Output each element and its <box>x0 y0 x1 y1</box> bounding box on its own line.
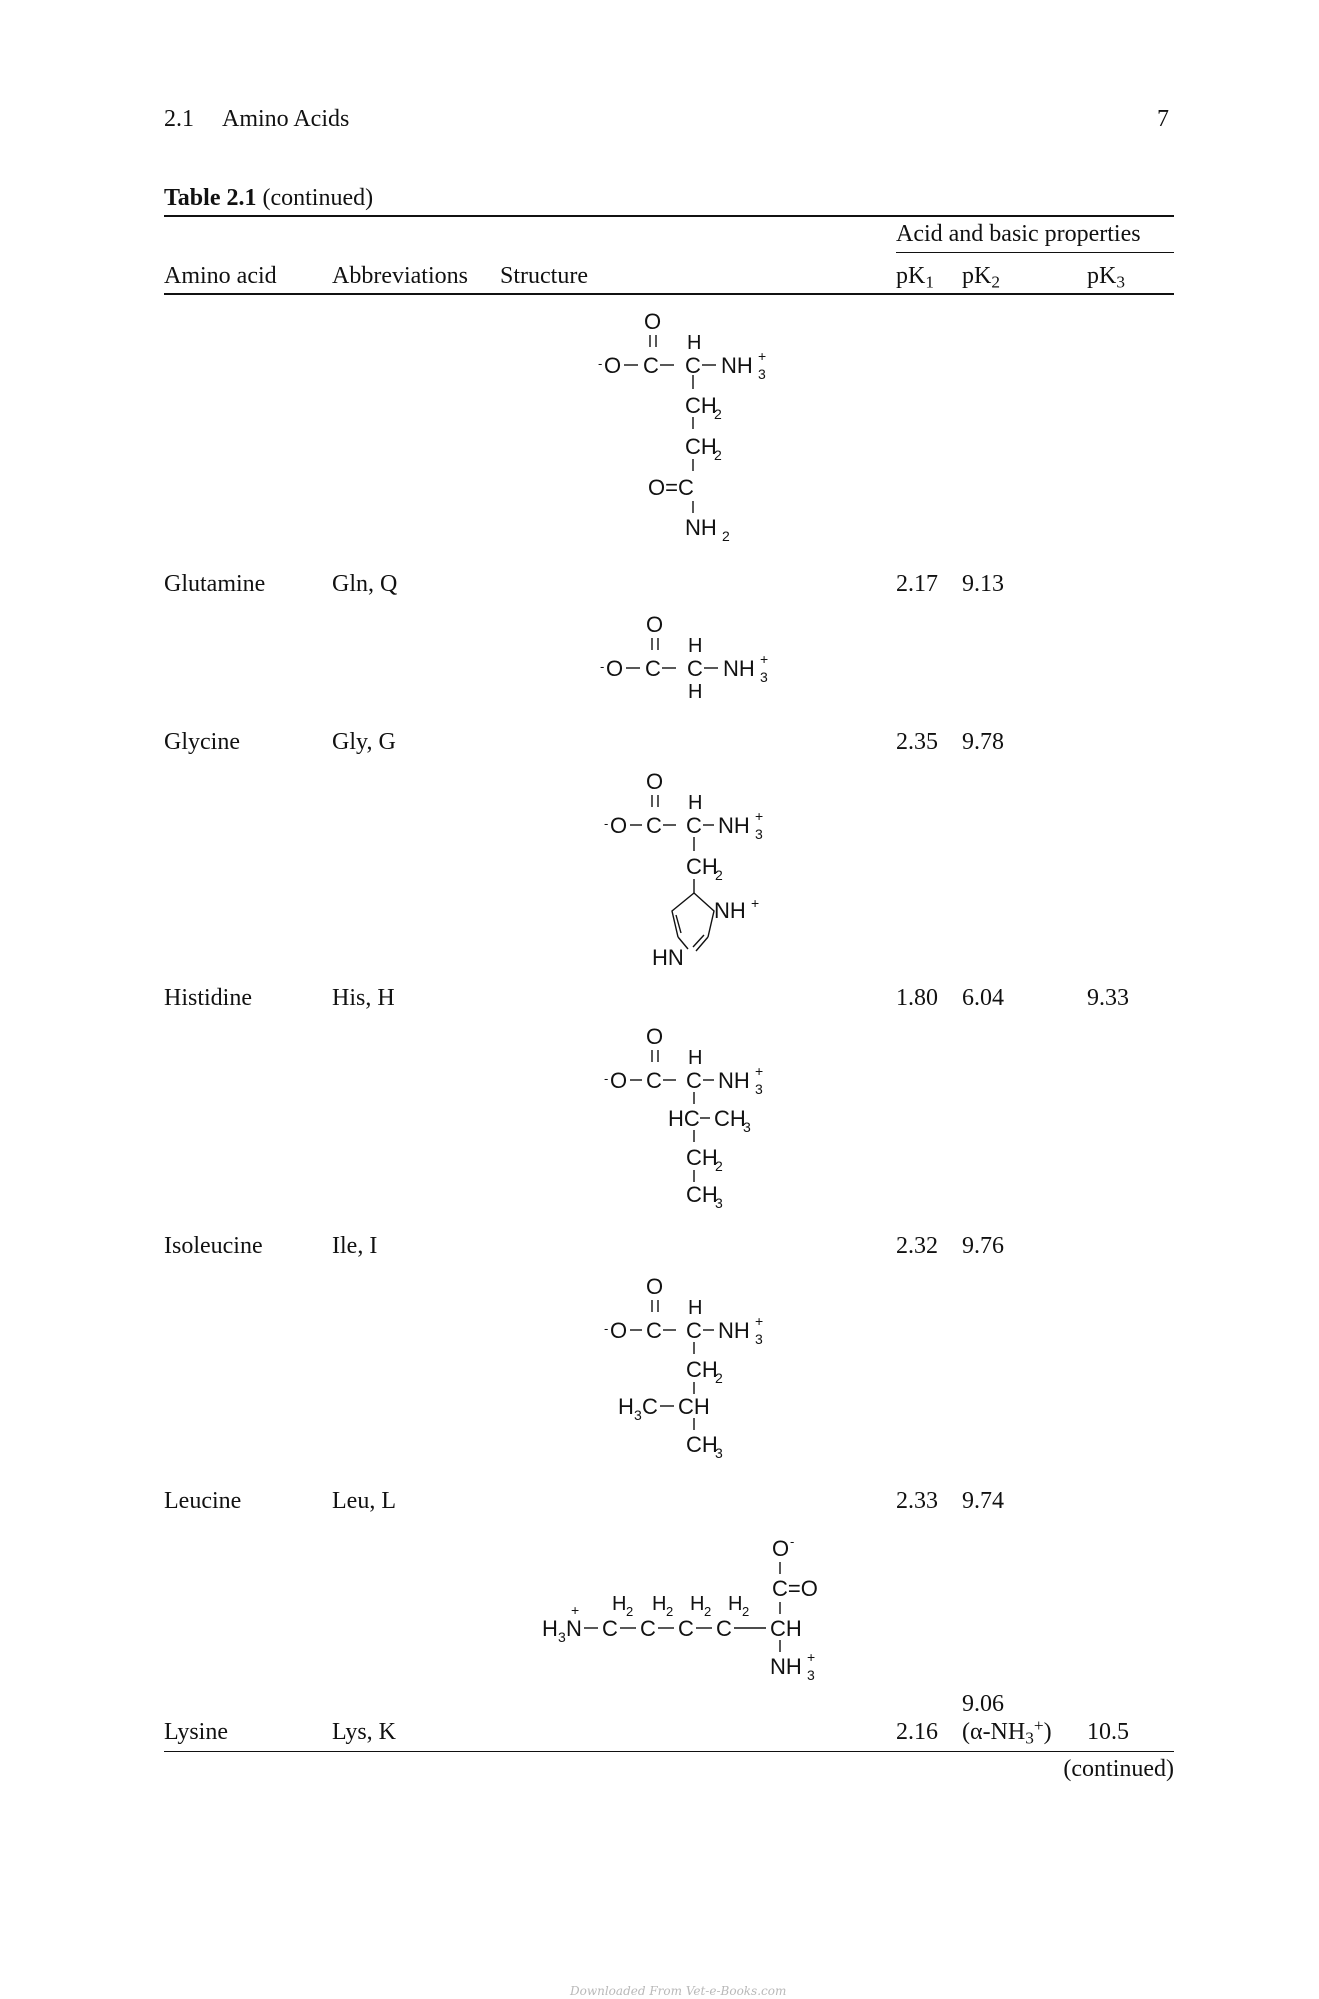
svg-text:CH: CH <box>686 1182 718 1207</box>
svg-text:H: H <box>618 1394 634 1419</box>
row-isoleucine-pk1: 2.32 <box>896 1233 938 1259</box>
svg-text:+: + <box>755 1313 764 1329</box>
svg-text:C: C <box>685 353 701 378</box>
col-amino-acid: Amino acid <box>164 263 277 289</box>
row-leucine-name: Leucine <box>164 1488 242 1514</box>
svg-text:3: 3 <box>743 1119 751 1135</box>
svg-text:C: C <box>686 1068 702 1093</box>
svg-text:+: + <box>760 651 769 667</box>
glutamine-structure <box>580 305 800 545</box>
svg-text:H: H <box>688 681 703 703</box>
svg-text:H: H <box>612 1593 627 1615</box>
svg-text:2: 2 <box>715 1158 723 1174</box>
svg-text:C=O: C=O <box>772 1576 818 1601</box>
svg-text:C: C <box>645 656 661 681</box>
row-leucine-pk1: 2.33 <box>896 1488 938 1514</box>
svg-text:2: 2 <box>742 1604 750 1619</box>
row-isoleucine-abbr: Ile, I <box>332 1233 378 1259</box>
svg-text:NH: NH <box>721 353 753 378</box>
row-histidine-abbr: His, H <box>332 985 395 1011</box>
svg-text:3: 3 <box>558 1629 566 1645</box>
row-glutamine-pk2: 9.13 <box>962 571 1004 597</box>
svg-text:N: N <box>566 1616 582 1641</box>
svg-text:O: O <box>646 612 664 637</box>
svg-text:C: C <box>716 1616 732 1641</box>
section-title: Amino Acids <box>222 106 350 132</box>
histidine-structure <box>580 765 820 995</box>
svg-text:NH: NH <box>718 1318 750 1343</box>
svg-text:NH: NH <box>718 813 750 838</box>
continued-note: (continued) <box>1063 1756 1174 1782</box>
svg-text:3: 3 <box>755 826 763 842</box>
row-glutamine-pk1: 2.17 <box>896 571 938 597</box>
svg-text:2: 2 <box>626 1604 634 1619</box>
bottom-rule <box>164 1751 1174 1752</box>
table-caption <box>164 184 373 212</box>
svg-text:2: 2 <box>714 447 722 463</box>
top-rule <box>164 215 1174 217</box>
svg-text:-: - <box>604 1071 609 1086</box>
svg-text:O: O <box>644 309 662 334</box>
row-leucine-pk2: 9.74 <box>962 1488 1004 1514</box>
svg-text:O: O <box>646 1024 664 1049</box>
svg-text:NH: NH <box>770 1654 802 1679</box>
svg-text:H: H <box>688 635 703 657</box>
svg-text:CH: CH <box>686 1145 718 1170</box>
svg-text:CH: CH <box>678 1394 710 1419</box>
page-number: 7 <box>1157 106 1169 132</box>
row-isoleucine-name: Isoleucine <box>164 1233 263 1259</box>
svg-text:2: 2 <box>715 867 723 883</box>
row-histidine-pk3: 9.33 <box>1087 985 1129 1011</box>
svg-text:NH: NH <box>723 656 755 681</box>
svg-text:+: + <box>755 808 764 824</box>
svg-text:O: O <box>772 1536 790 1561</box>
svg-text:CH: CH <box>686 1432 718 1457</box>
svg-text:O=C: O=C <box>648 475 694 500</box>
svg-text:CH: CH <box>685 393 717 418</box>
svg-text:H: H <box>728 1593 743 1615</box>
svg-text:C: C <box>646 1068 662 1093</box>
row-isoleucine-pk2: 9.76 <box>962 1233 1004 1259</box>
row-glutamine-name: Glutamine <box>164 571 266 597</box>
row-glycine-pk1: 2.35 <box>896 729 938 755</box>
svg-text:O: O <box>610 1318 628 1343</box>
section-number: 2.1 <box>164 106 194 132</box>
row-lysine-pk2: 9.06 <box>962 1691 1004 1717</box>
row-lysine-pk3: 10.5 <box>1087 1719 1129 1745</box>
svg-text:H: H <box>688 792 703 814</box>
svg-text:H: H <box>690 1593 705 1615</box>
col-structure: Structure <box>500 263 588 289</box>
svg-text:CH: CH <box>686 1357 718 1382</box>
svg-text:-: - <box>604 816 609 831</box>
svg-text:O: O <box>604 353 622 378</box>
row-lysine-name: Lysine <box>164 1719 228 1745</box>
glycine-structure <box>580 610 800 720</box>
svg-text:-: - <box>604 1321 609 1336</box>
svg-text:+: + <box>571 1602 580 1618</box>
svg-text:H: H <box>688 1297 703 1319</box>
svg-text:C: C <box>678 1616 694 1641</box>
row-histidine-pk1: 1.80 <box>896 985 938 1011</box>
svg-text:O: O <box>610 1068 628 1093</box>
svg-text:O: O <box>646 1274 664 1299</box>
svg-text:3: 3 <box>755 1081 763 1097</box>
svg-text:HN: HN <box>652 945 684 970</box>
svg-text:3: 3 <box>807 1667 815 1683</box>
svg-text:+: + <box>751 895 760 911</box>
svg-text:H: H <box>542 1616 558 1641</box>
svg-text:H: H <box>652 1593 667 1615</box>
row-histidine-pk2: 6.04 <box>962 985 1004 1011</box>
header-bottom-rule <box>164 293 1174 295</box>
svg-text:CH: CH <box>686 854 718 879</box>
svg-text:C: C <box>642 1394 658 1419</box>
svg-text:3: 3 <box>758 366 766 382</box>
svg-text:-: - <box>790 1534 795 1549</box>
svg-text:H: H <box>687 332 702 354</box>
col-pk2: $pK_2$ <box>962 263 1000 292</box>
row-glycine-abbr: Gly, G <box>332 729 396 755</box>
svg-text:2: 2 <box>715 1370 723 1386</box>
row-glycine-name: Glycine <box>164 729 240 755</box>
svg-text:O: O <box>646 769 664 794</box>
svg-text:+: + <box>755 1063 764 1079</box>
isoleucine-structure <box>580 1020 820 1210</box>
svg-text:2: 2 <box>666 1604 674 1619</box>
svg-text:2: 2 <box>722 528 730 544</box>
svg-text:C: C <box>643 353 659 378</box>
svg-text:O: O <box>610 813 628 838</box>
svg-text:C: C <box>640 1616 656 1641</box>
svg-text:C: C <box>686 813 702 838</box>
group-header: Acid and basic properties <box>896 221 1141 247</box>
table-caption-label: Table 2.1 <box>164 185 257 211</box>
svg-text:+: + <box>807 1649 816 1665</box>
row-leucine-abbr: Leu, L <box>332 1488 396 1514</box>
row-histidine-name: Histidine <box>164 985 252 1011</box>
group-rule <box>896 252 1174 253</box>
leucine-structure <box>580 1270 820 1460</box>
row-glutamine-abbr: Gln, Q <box>332 571 398 597</box>
row-lysine-pk1: 2.16 <box>896 1719 938 1745</box>
svg-text:-: - <box>600 659 605 674</box>
svg-text:3: 3 <box>634 1407 642 1423</box>
svg-text:H: H <box>688 1047 703 1069</box>
svg-text:C: C <box>602 1616 618 1641</box>
col-pk1: $pK_1$ <box>896 263 934 292</box>
row-lysine-abbr: Lys, K <box>332 1719 397 1745</box>
svg-text:2: 2 <box>714 406 722 422</box>
svg-text:CH: CH <box>685 434 717 459</box>
col-abbreviations: Abbreviations <box>332 263 468 289</box>
footer-watermark: Downloaded From Vet-e-Books.com <box>570 1984 787 1998</box>
svg-text:3: 3 <box>715 1195 723 1211</box>
svg-text:CH: CH <box>714 1106 746 1131</box>
svg-text:CH: CH <box>770 1616 802 1641</box>
svg-text:C: C <box>646 1318 662 1343</box>
svg-text:C: C <box>646 813 662 838</box>
svg-text:-: - <box>598 356 603 371</box>
svg-text:C: C <box>686 1318 702 1343</box>
col-pk3: $pK_3$ <box>1087 263 1125 292</box>
svg-text:O: O <box>606 656 624 681</box>
svg-text:HC: HC <box>668 1106 700 1131</box>
svg-text:NH: NH <box>685 515 717 540</box>
table-caption-note: (continued) <box>262 185 374 211</box>
svg-text:2: 2 <box>704 1604 712 1619</box>
svg-text:NH: NH <box>718 1068 750 1093</box>
svg-text:C: C <box>687 656 703 681</box>
row-glycine-pk2: 9.78 <box>962 729 1004 755</box>
lysine-structure <box>540 1530 860 1690</box>
svg-text:3: 3 <box>715 1445 723 1461</box>
svg-text:3: 3 <box>755 1331 763 1347</box>
svg-text:+: + <box>758 348 767 364</box>
svg-text:3: 3 <box>760 669 768 685</box>
row-lysine-pk2-note: $(\alpha-NH_3^+)$ <box>962 1716 1052 1748</box>
svg-text:NH: NH <box>714 898 746 923</box>
